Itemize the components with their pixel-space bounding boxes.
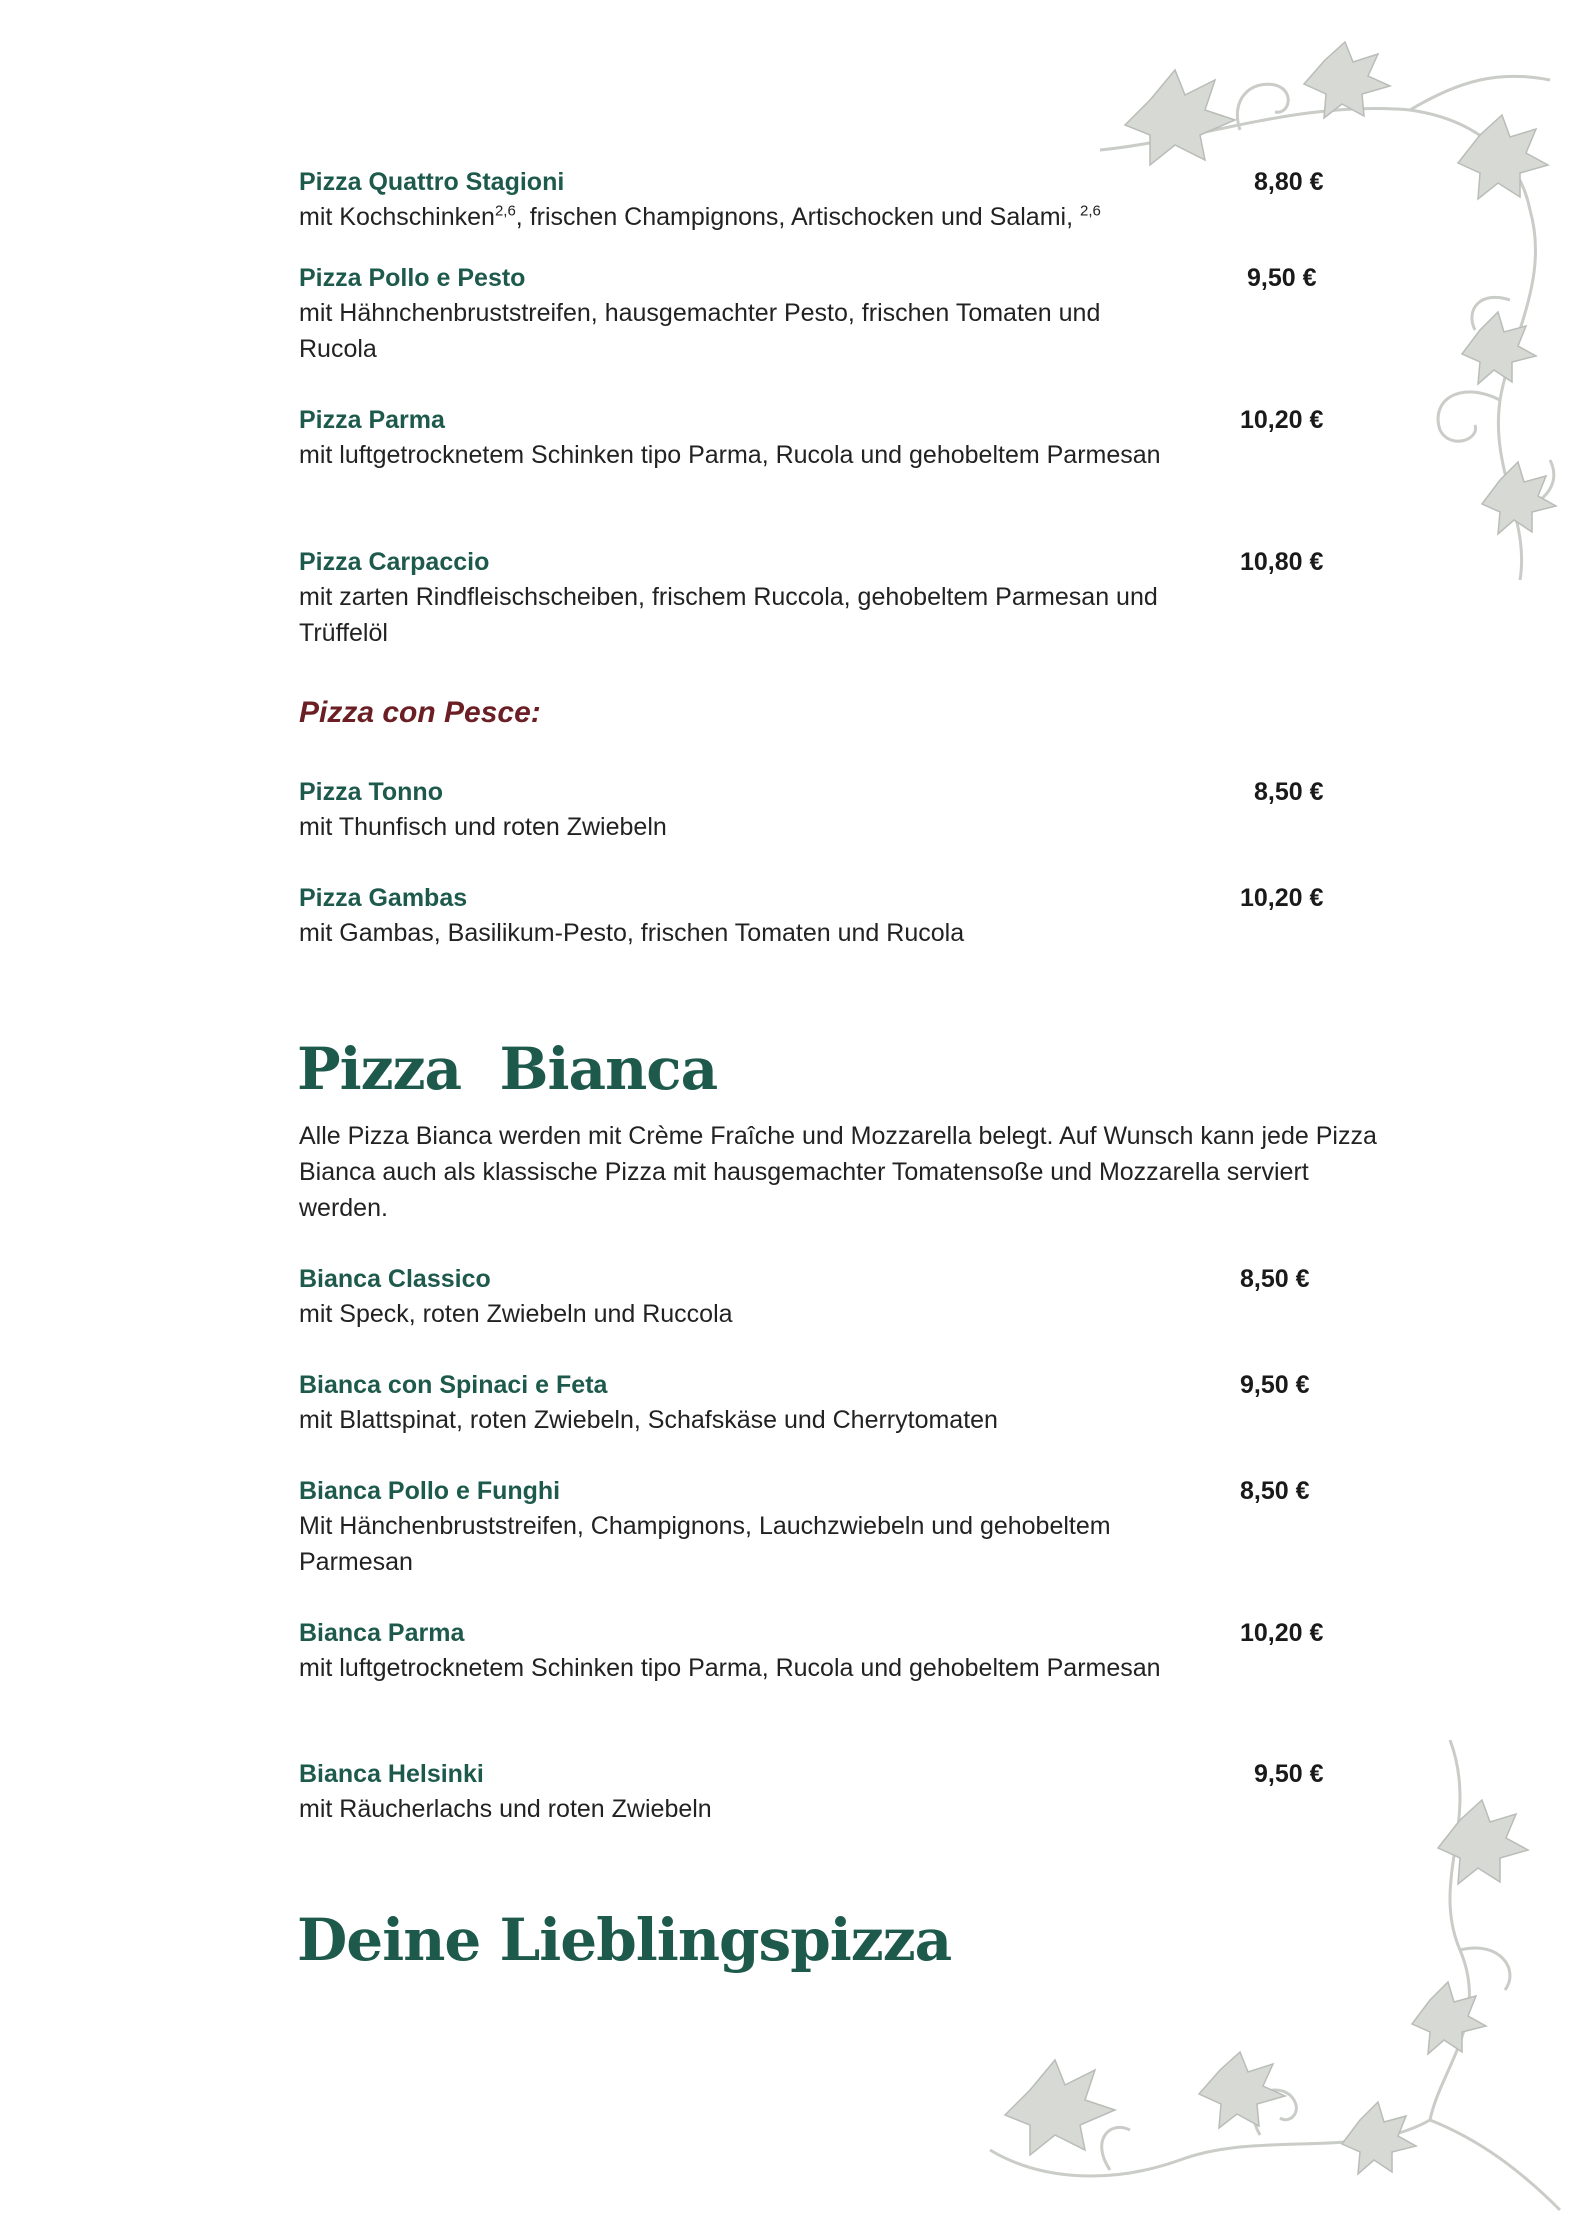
menu-item-pollo-e-pesto xyxy=(299,261,1329,367)
item-price: 8,80 € xyxy=(1254,168,1324,196)
section-heading-bianca: Pizza Bianca xyxy=(297,1035,718,1103)
item-name: Bianca Parma xyxy=(299,1619,465,1647)
item-price: 8,50 € xyxy=(1254,778,1324,806)
item-name: Pizza Tonno xyxy=(299,778,443,806)
item-price: 9,50 € xyxy=(1254,1760,1324,1788)
menu-item-bianca-pollo-funghi xyxy=(299,1474,1329,1580)
item-price: 10,20 € xyxy=(1240,406,1324,434)
item-name: Bianca Helsinki xyxy=(299,1760,484,1788)
item-name: Pizza Parma xyxy=(299,406,445,434)
item-name: Pizza Carpaccio xyxy=(299,548,490,576)
item-name: Pizza Gambas xyxy=(299,884,468,912)
menu-item-bianca-classico xyxy=(299,1262,1329,1332)
menu-item-bianca-helsinki xyxy=(299,1757,1329,1827)
item-description: mit zarten Rindfleischscheiben, frischem Ruccola, gehobeltem Parmesan und Trüffelöl xyxy=(299,583,1158,647)
menu-item-parma xyxy=(299,403,1329,473)
item-name: Bianca Pollo e Funghi xyxy=(299,1477,561,1505)
menu-item-bianca-spinaci-feta xyxy=(299,1368,1329,1438)
item-description: mit Thunfisch und roten Zwiebeln xyxy=(299,813,667,841)
item-price: 8,50 € xyxy=(1240,1477,1310,1505)
item-name: Pizza Quattro Stagioni xyxy=(299,168,565,196)
item-price: 9,50 € xyxy=(1240,1371,1310,1399)
section-heading-pesce: Pizza con Pesce: xyxy=(299,696,541,729)
item-description: mit Hähnchenbruststreifen, hausgemachter Pesto, frischen Tomaten und Rucola xyxy=(299,299,1101,363)
item-price: 9,50 € xyxy=(1247,264,1317,292)
item-description: mit Kochschinken$^{2,6}$, frischen Champignons, Artischocken und Salami, $^{2,6}$ xyxy=(299,202,1101,231)
item-description: mit Räucherlachs und roten Zwiebeln xyxy=(299,1795,712,1823)
item-name: Pizza Pollo e Pesto xyxy=(299,264,526,292)
item-price: 10,20 € xyxy=(1240,884,1324,912)
item-price: 10,80 € xyxy=(1240,548,1324,576)
item-description: mit Gambas, Basilikum-Pesto, frischen Tomaten und Rucola xyxy=(299,919,965,947)
menu-item-gambas xyxy=(299,881,1329,951)
item-price: 10,20 € xyxy=(1240,1619,1324,1647)
menu-item-quattro-stagioni xyxy=(299,165,1329,235)
item-description: mit Speck, roten Zwiebeln und Ruccola xyxy=(299,1300,733,1328)
item-description: Mit Hänchenbruststreifen, Champignons, Lauchzwiebeln und gehobeltem Parmesan xyxy=(299,1512,1111,1576)
menu-item-tonno xyxy=(299,775,1329,845)
menu-item-bianca-parma xyxy=(299,1616,1329,1686)
item-description: mit luftgetrocknetem Schinken tipo Parma, Rucola und gehobeltem Parmesan xyxy=(299,441,1161,469)
item-name: Bianca con Spinaci e Feta xyxy=(299,1371,608,1399)
item-description: mit Blattspinat, roten Zwiebeln, Schafskäse und Cherrytomaten xyxy=(299,1406,998,1434)
menu-item-carpaccio xyxy=(299,545,1329,651)
section-heading-lieblingspizza: Deine Lieblingspizza xyxy=(297,1906,952,1974)
item-name: Bianca Classico xyxy=(299,1265,491,1293)
item-description: mit luftgetrocknetem Schinken tipo Parma, Rucola und gehobeltem Parmesan xyxy=(299,1654,1161,1682)
section-intro-bianca: Alle Pizza Bianca werden mit Crème Fraîche und Mozzarella belegt. Auf Wunsch kann jede Pizza Bianca auch als klassische Pizza mit hausgemachter Tomatensoße und Mozzarella serviert werden. xyxy=(299,1122,1377,1222)
item-price: 8,50 € xyxy=(1240,1265,1310,1293)
